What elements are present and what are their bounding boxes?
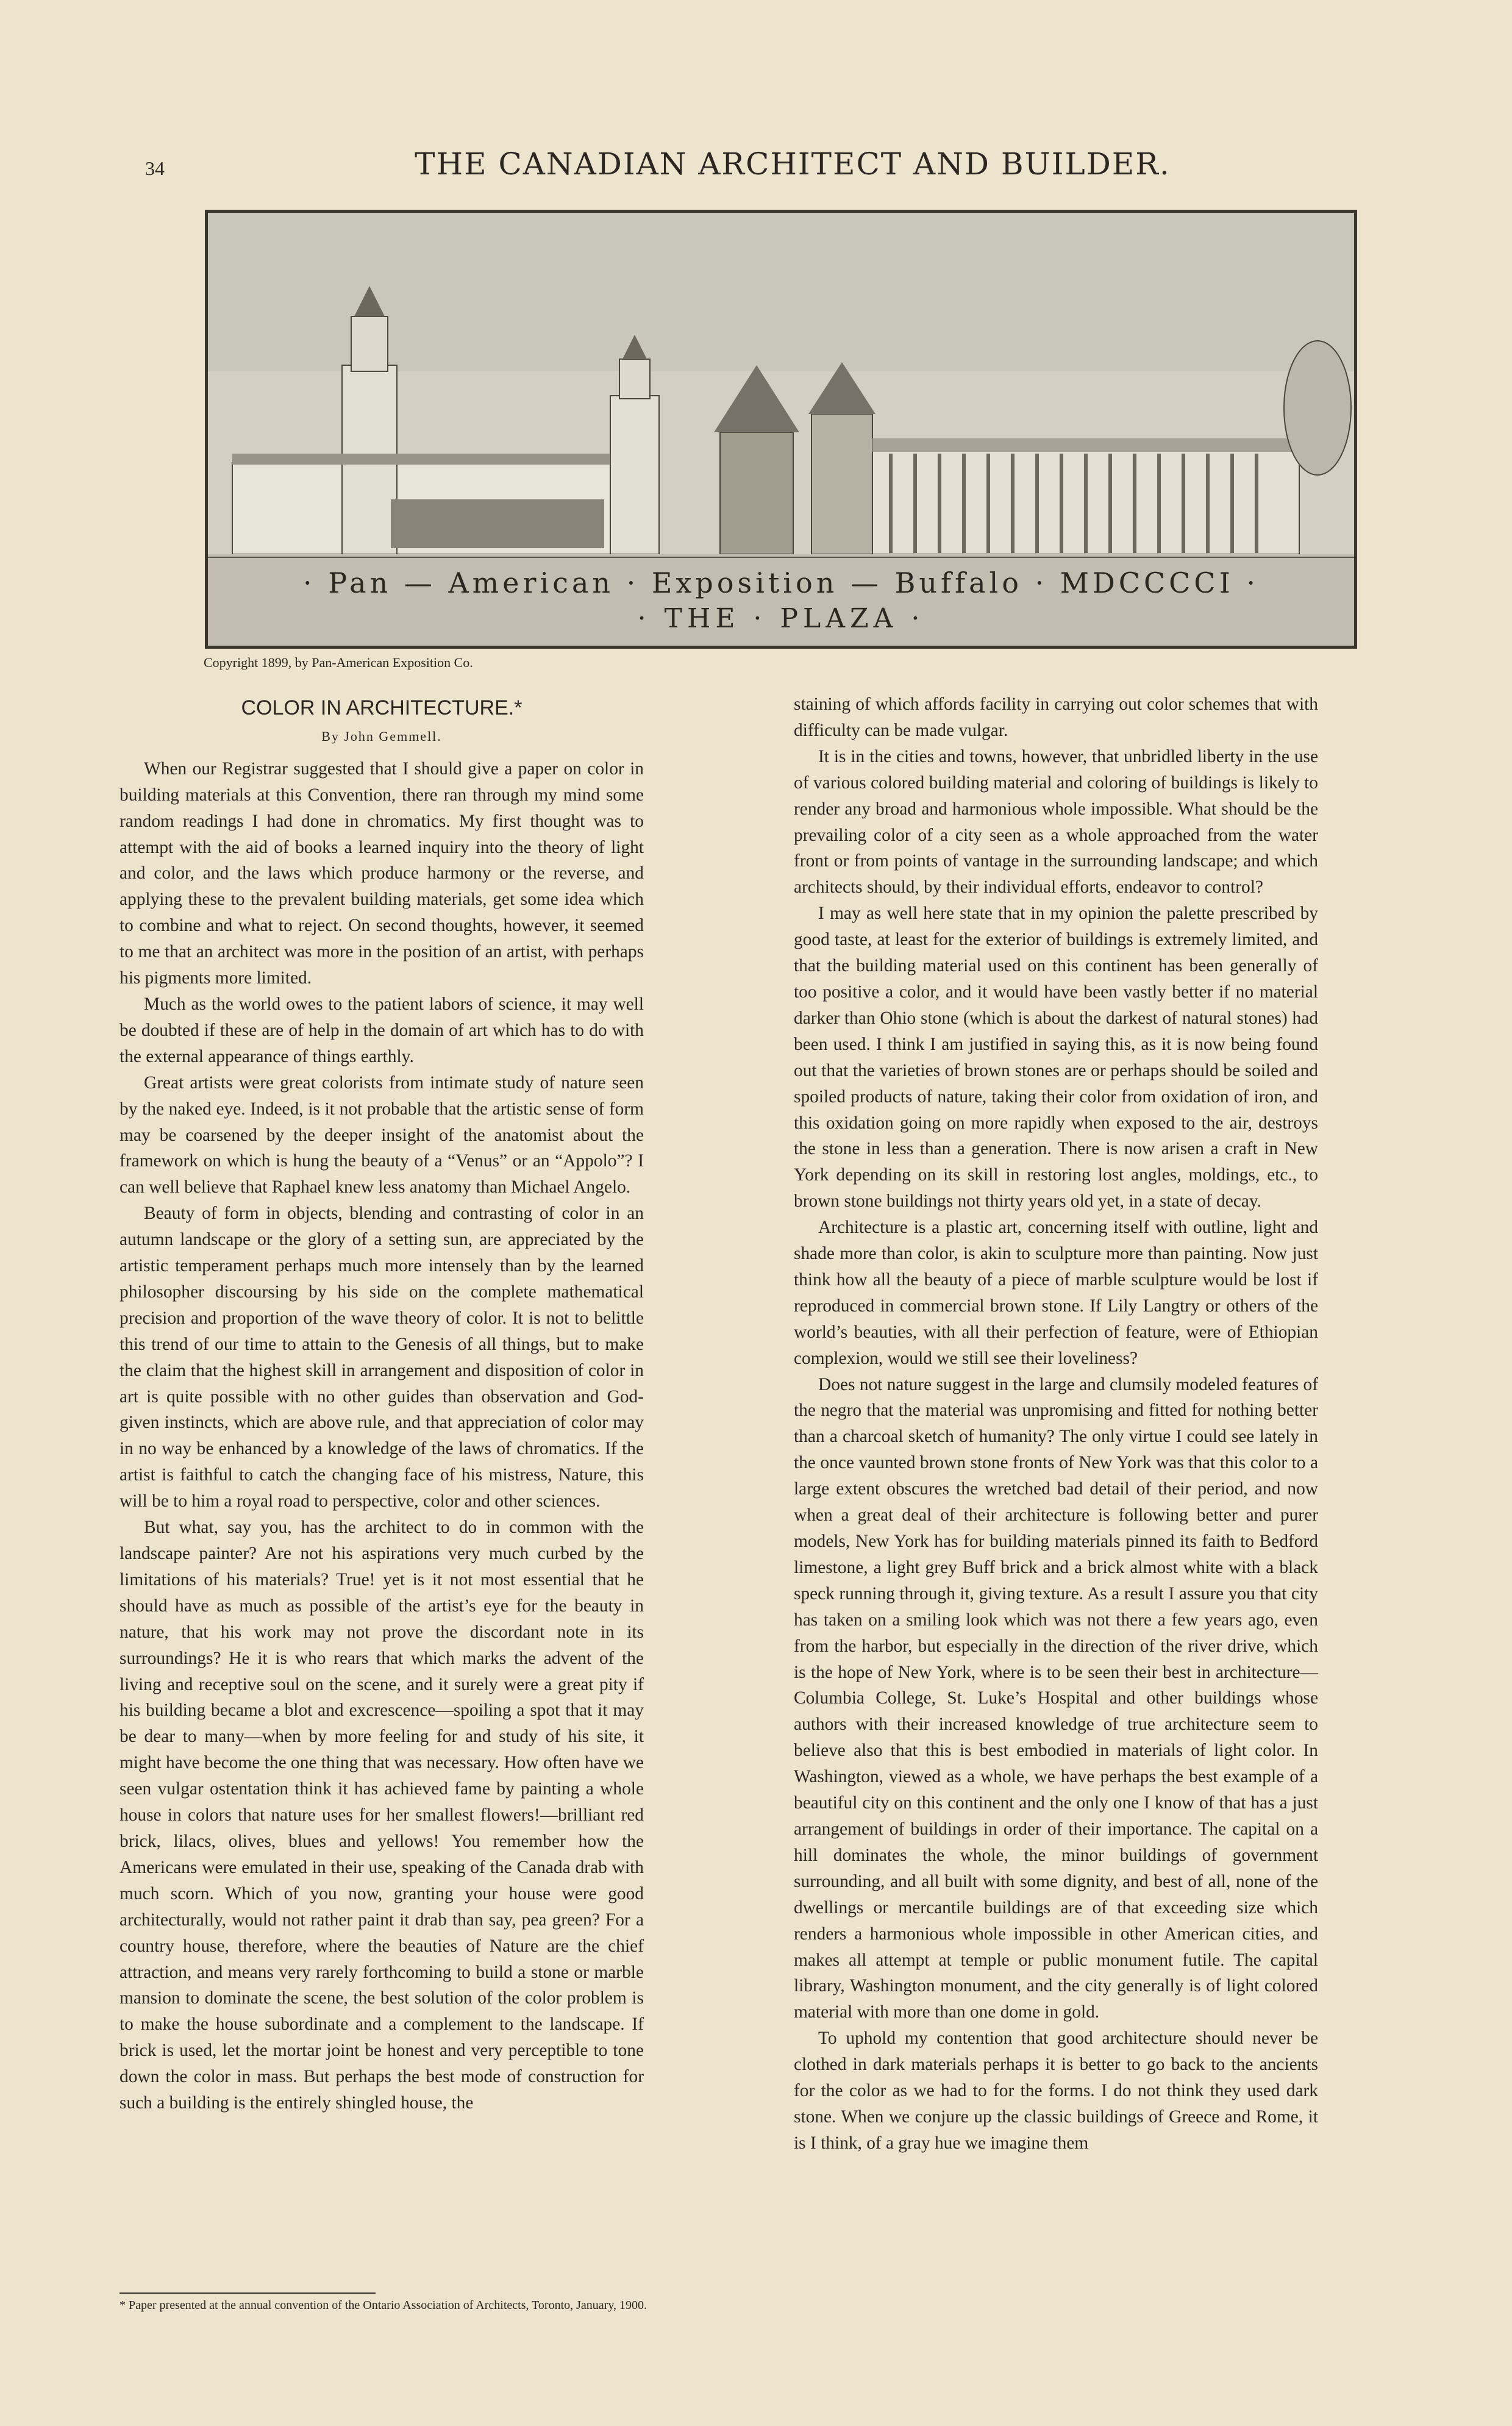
illustration-caption-line1: · Pan — American · Exposition — Buffalo · MDCCCCI · bbox=[303, 566, 1259, 599]
footnote-rule bbox=[119, 2292, 376, 2294]
column-right bbox=[794, 691, 1318, 2157]
paragraph: It is in the cities and towns, however, that unbridled liberty in the use of various colored building material and coloring of buildings is likely to render any broad and harmonious whole impossible. What should be the prevailing color of a city seen as a whole approached from the water front or from points of vantage in the surrounding landscape; and which architects should, by their individual efforts, endeavor to control? bbox=[794, 746, 1318, 897]
paragraph: Great artists were great colorists from intimate study of nature seen by the naked eye. Indeed, is it not probable that the artistic sense of form may be coarsened by the deeper insight of the anatomist about the framework on which is hung the beauty of a “Venus” or an “Appolo”? I can well believe that Raphael knew less anatomy than Michael Angelo. bbox=[119, 1072, 644, 1197]
paragraph: To uphold my contention that good architecture should never be clothed in dark materials perhaps it is better to go back to the ancients for the color as we had to for the forms. I do not think they used dark stone. When we conjure up the classic buildings of Greece and Rome, it is I think, of a gray hue we imagine them bbox=[794, 2028, 1318, 2153]
illustration-caption-line2: · THE · PLAZA · bbox=[637, 603, 925, 634]
page-number: 34 bbox=[145, 157, 165, 179]
paragraph: Beauty of form in objects, blending and contrasting of color in an autumn landscape or the glory of a setting sun, are appreciated by the artistic temperament perhaps much more intensely than by the learned philosopher discoursing by his side on the complete mathematical precision and proportion of the wave theory of color. It is not to belittle this trend of our time to attain to the Genesis of all things, but to make the claim that the highest skill in arrangement and disposition of color in art is quite possible with no other guides than observation and God-given instincts, which are above rule, and that appreciation of color may in no way be enhanced by a knowledge of the laws of chromatics. If the artist is faithful to catch the changing face of his mistress, Nature, this will be to him a royal road to perspective, color and other sciences. bbox=[119, 1204, 644, 1511]
article-byline: By John Gemmell. bbox=[321, 728, 442, 744]
copyright-line: Copyright 1899, by Pan-American Exposition Co. bbox=[204, 655, 473, 670]
paragraph: Architecture is a plastic art, concerning itself with outline, light and shade more than color, is akin to sculpture more than painting. Now just think how all the beauty of a piece of marble sculpture would be lost if reproduced in commercial brown stone. If Lily Langtry or others of the world’s beauties, with all their perfection of feature, were of Ethiopian complexion, would we still see their loveliness? bbox=[794, 1218, 1318, 1368]
paragraph: But what, say you, has the architect to do in common with the landscape painter? Are not his aspirations very much curbed by the limitations of his materials? True! yet is it not most essential that he should have as much as possible of the artist’s eye for the beauty in nature, that his work may not prove the discordant note in its surroundings? He it is who rears that which marks the advent of the living and receptive soul on the scene, and it surely were a great pity if his building became a blot and excrescence—spoiling a spot that it may be dear to many—when by more feeling for and study of his site, it might have become the one thing that was necessary. How often have we seen vulgar ostentation think it has achieved fame by painting a whole house in colors that nature uses for her smallest flowers!—brilliant red brick, lilacs, olives, blues and yellows! You remember how the Americans were emulated in their use, speaking of the Canada drab with much scorn. Which of you now, granting your house were good architecturally, would not rather paint it drab than say, pea green? For a country house, therefore, where the beauties of Nature are the chief attraction, and means very rarely forthcoming to build a stone or marble mansion to dominate the scene, the best solution of the color problem is to make the house subordinate and a complement to the landscape. If brick is used, let the mortar joint be honest and very perceptible to tone down the color in mass. But perhaps the best mode of construction for such a building is the entirely shingled house, the bbox=[119, 1518, 644, 2113]
article-title: COLOR IN ARCHITECTURE.* bbox=[241, 696, 522, 719]
paragraph: Does not nature suggest in the large and clumsily modeled features of the negro that the material was unpromising and fitted for nothing better than a charcoal sketch of humanity? The only virtue I could see lately in the once vaunted brown stone fronts of New York was that this color to a large extent obscures the wretched bad detail of their period, and now when a great deal of their architecture is following better and purer models, New York has for building materials pinned its faith to Bedford limestone, a light grey Buff brick and a brick almost white with a black speck running through it, giving texture. As a result I assure you that city has taken on a smiling look which was not there a few years ago, even from the harbor, but especially in the direction of the river drive, which is the hope of New York, where is to be seen their best in architecture—Columbia College, St. Luke’s Hospital and other buildings whose authors with their increased knowledge of true architecture seem to believe also that this is best embodied in materials of light color. In Washington, viewed as a whole, we have perhaps the best example of a beautiful city on this continent and the only one I know of that has a just arrangement of buildings in order of their importance. The capital on a hill dominates the whole, the minor buildings of government surrounding, and all built with some dignity, and best of all, none of the dwellings or mercantile buildings are of that exceeding size which renders a harmonious whole impossible in other American cities, and makes all attempt at temple or public monument futile. The capital library, Washington monument, and the city generally is of light colored material with more than one dome in gold. bbox=[794, 1374, 1318, 2022]
column-left bbox=[119, 695, 644, 2116]
footnote: * Paper presented at the annual convention of the Ontario Association of Architects, Toronto, January, 1900. bbox=[119, 2299, 647, 2312]
paragraph: I may as well here state that in my opinion the palette prescribed by good taste, at least for the exterior of buildings is extremely limited, and that the building material used on this continent has been generally of too positive a color, and it would have been vastly better if no material darker than Ohio stone (which is about the darkest of natural stones) had been used. I think I am justified in saying this, as it is now being found out that the varieties of brown stones are or perhaps should be soiled and spoiled products of nature, taking their color from oxidation of iron, and this oxidation going on more rapidly when exposed to the air, destroys the stone in less than a generation. There is now arisen a craft in New York depending on its skill in restoring lost angles, moldings, etc., to brown stone buildings not thirty years old yet, in a state of decay. bbox=[794, 904, 1318, 1211]
paragraph: Much as the world owes to the patient labors of science, it may well be doubted if these are of help in the domain of art which has to do with the external appearance of things earthly. bbox=[119, 994, 644, 1066]
illustration-plaza bbox=[205, 210, 1357, 649]
paragraph: When our Registrar suggested that I should give a paper on color in building materials at this Convention, there ran through my mind some random readings I had done in chromatics. My first thought was to attempt with the aid of books a learned inquiry into the theory of light and color, and the laws which produce harmony or the reverse, and applying these to the prevalent building materials, get some idea which to combine and what to reject. On second thoughts, however, it seemed to me that an architect was more in the position of an artist, with perhaps his pigments more limited. bbox=[119, 758, 644, 988]
running-head: THE CANADIAN ARCHITECT AND BUILDER. bbox=[415, 146, 1171, 182]
paragraph: staining of which affords facility in carrying out color schemes that with difficulty can be made vulgar. bbox=[794, 694, 1318, 740]
